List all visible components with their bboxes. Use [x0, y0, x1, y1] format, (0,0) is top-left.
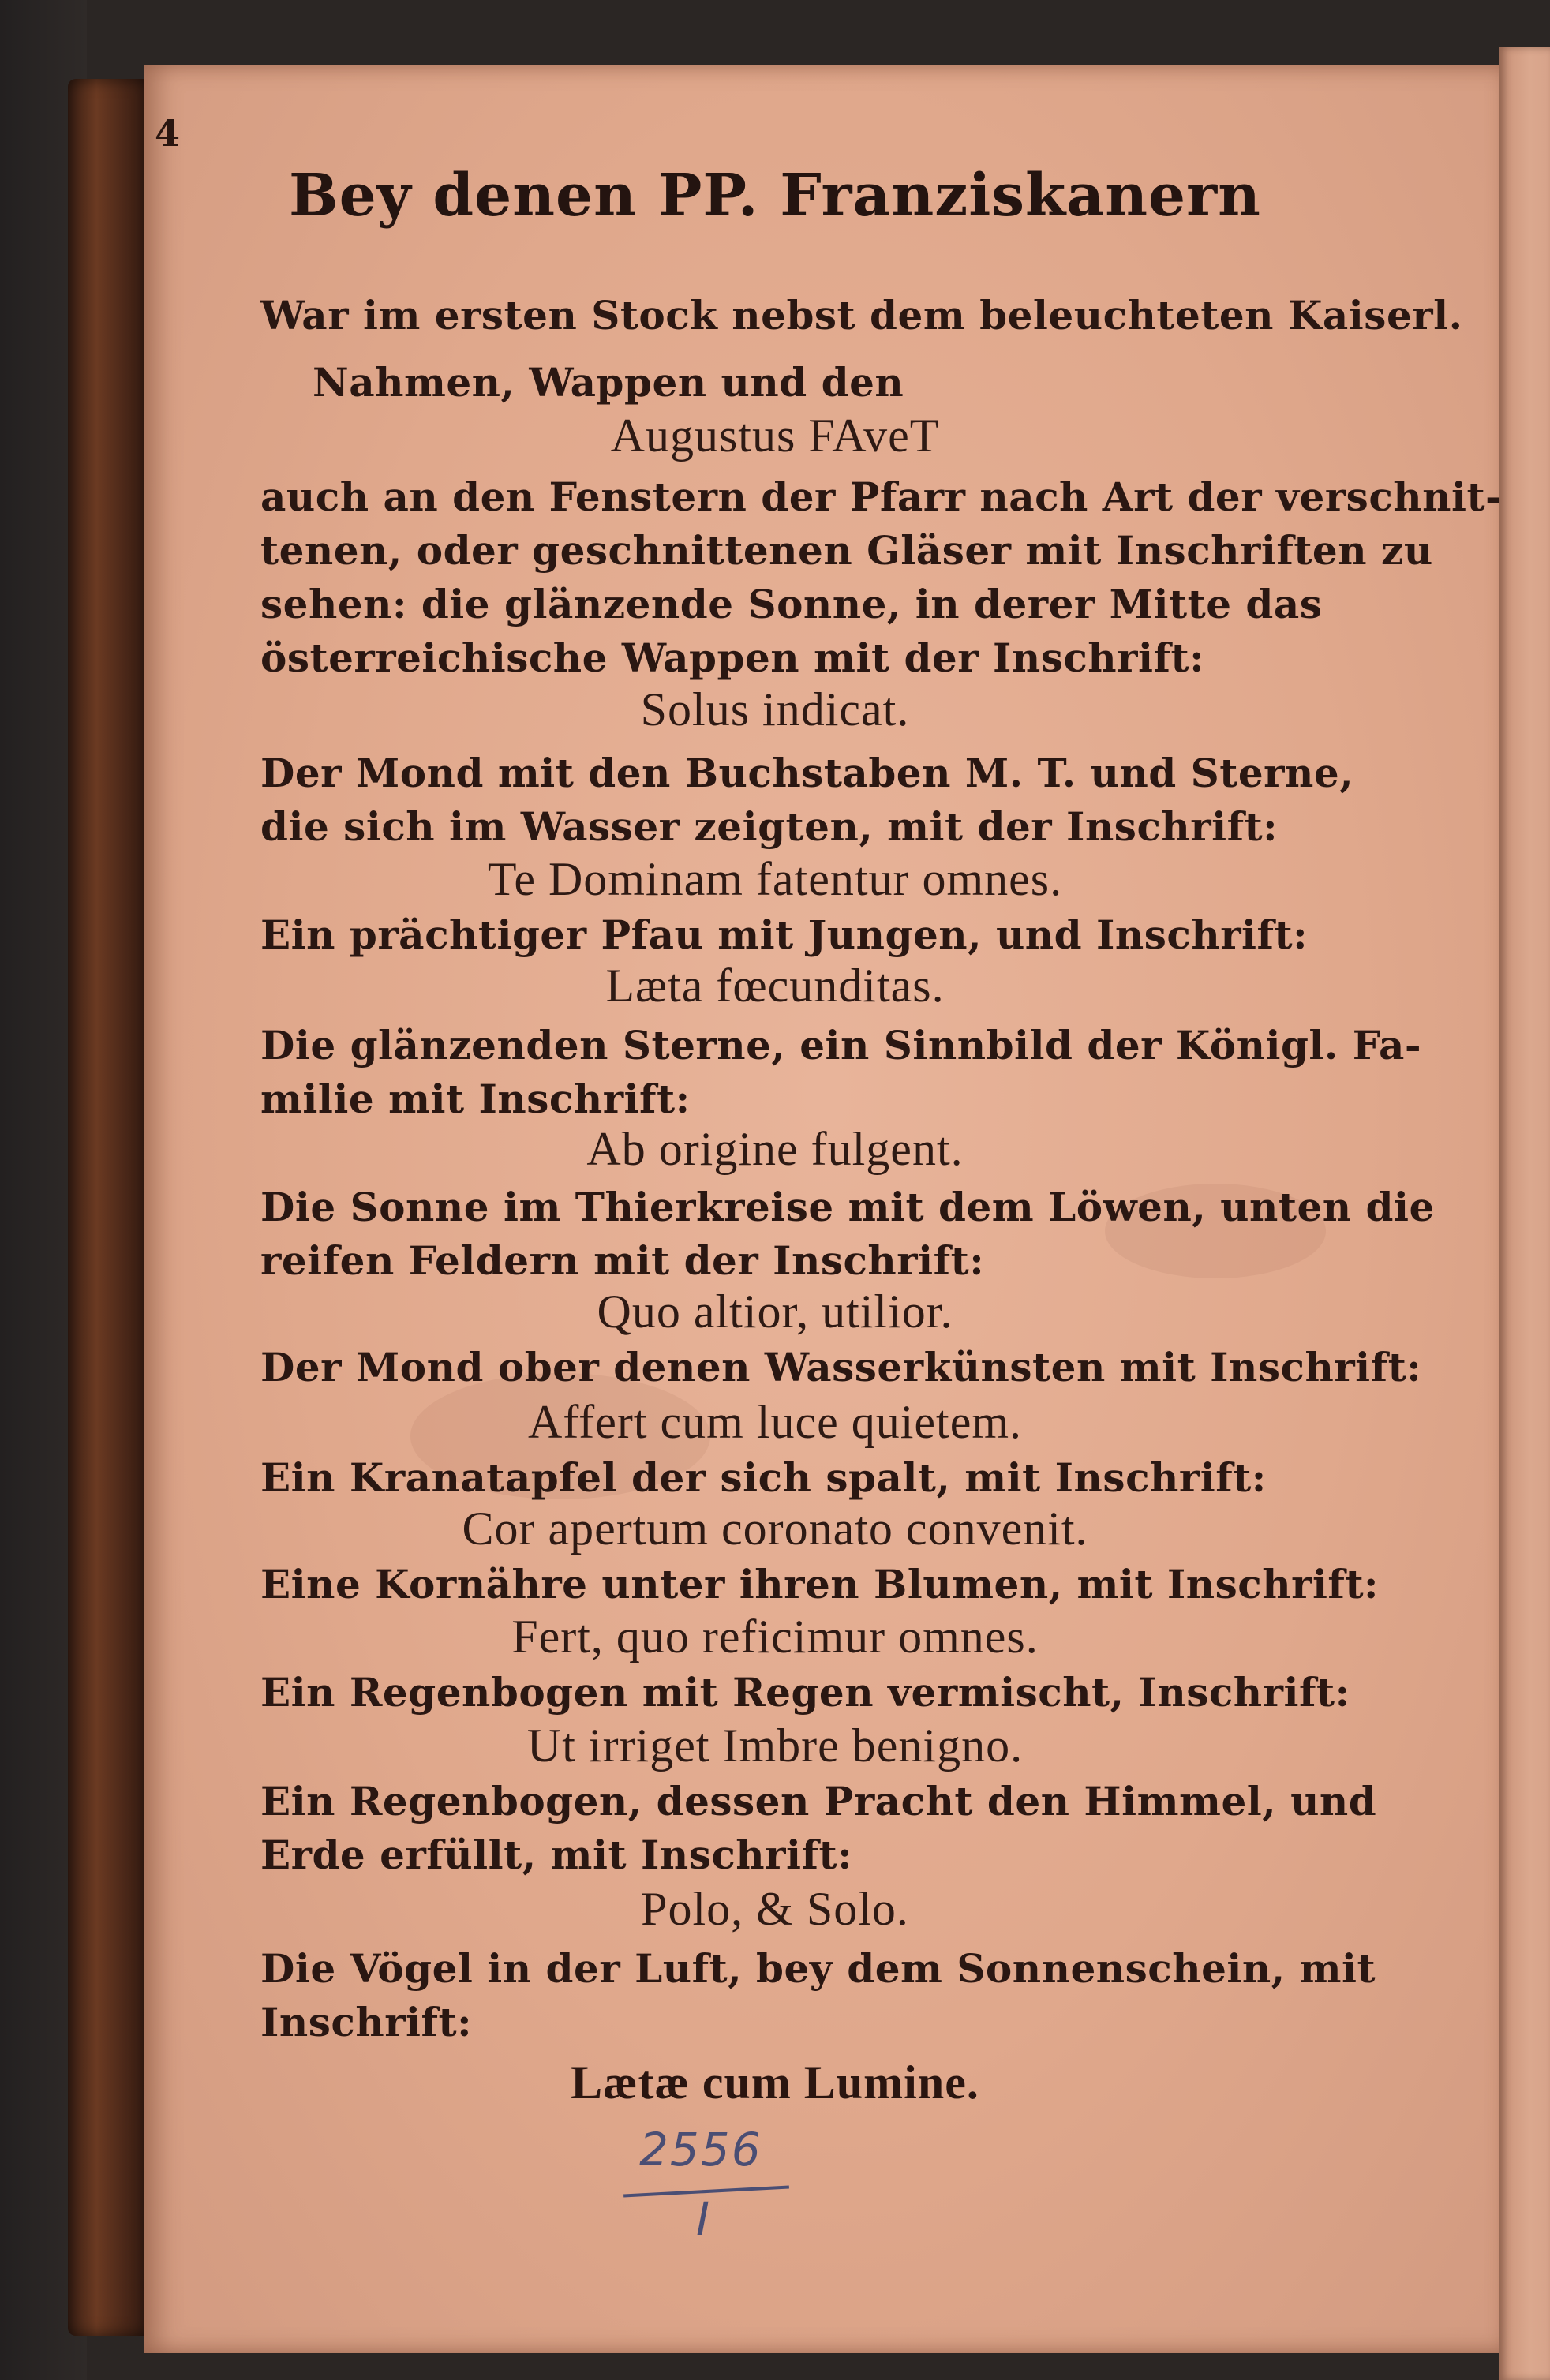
text-line: reifen Feldern mit der Inschrift:	[260, 1237, 985, 1284]
text-line: auch an den Fenstern der Pfarr nach Art der verschnit-	[260, 473, 1503, 520]
text-line: milie mit Inschrift:	[260, 1076, 691, 1122]
shelfmark-volume: I	[696, 2192, 710, 2246]
latin-inscription: Te Dominam fatentur omnes.	[487, 853, 1063, 905]
text-line: Ein Kranatapfel der sich spalt, mit Inschrift:	[260, 1454, 1267, 1501]
text-line: Inschrift:	[260, 1999, 473, 2045]
text-line: Der Mond ober denen Wasserkünsten mit Inschrift:	[260, 1344, 1422, 1390]
shelfmark-number: 2556	[639, 2123, 762, 2176]
latin-inscription: Solus indicat.	[640, 683, 910, 735]
text-line: Erde erfüllt, mit Inschrift:	[260, 1832, 853, 1878]
latin-inscription: Læta fœcunditas.	[605, 960, 945, 1012]
latin-inscription: Fert, quo reficimur omnes.	[511, 1611, 1039, 1663]
text-line: Die Sonne im Thierkreise mit dem Löwen, unten die	[260, 1184, 1435, 1230]
text-line: die sich im Wasser zeigten, mit der Inschrift:	[260, 803, 1279, 850]
latin-inscription: Lætæ cum Lumine.	[571, 2056, 979, 2109]
page-number: 4	[155, 112, 181, 155]
facing-page-edge	[1499, 47, 1550, 2380]
latin-inscription: Quo altior, utilior.	[597, 1285, 953, 1338]
text-line: Ein prächtiger Pfau mit Jungen, und Inschrift:	[260, 911, 1309, 958]
text-line: Nahmen, Wappen und den	[313, 359, 904, 406]
text-line: Ein Regenbogen, dessen Pracht den Himmel, und	[260, 1778, 1377, 1824]
text-line: Eine Kornähre unter ihren Blumen, mit Inschrift:	[260, 1561, 1379, 1607]
text-line	[260, 292, 1463, 339]
latin-inscription: Ab origine fulgent.	[586, 1123, 964, 1175]
text-line: sehen: die glänzende Sonne, in derer Mitte das	[260, 581, 1323, 627]
text-line: Die glänzenden Sterne, ein Sinnbild der Königl. Fa-	[260, 1022, 1422, 1068]
text-line: österreichische Wappen mit der Inschrift:	[260, 634, 1205, 681]
text-line: Die Vögel in der Luft, bey dem Sonnenschein, mit	[260, 1945, 1376, 1992]
latin-inscription: Cor apertum coronato convenit.	[462, 1502, 1088, 1555]
text-line: Der Mond mit den Buchstaben M. T. und Sterne,	[260, 750, 1354, 796]
text-segment: War im ersten Stock nebst dem beleuchteten Kaiserl.	[260, 292, 1463, 339]
latin-inscription: Polo, & Solo.	[641, 1883, 909, 1935]
latin-inscription: Augustus FAveT	[610, 410, 940, 462]
page-heading: Bey denen PP. Franziskanern	[289, 162, 1261, 230]
text-line: tenen, oder geschnittenen Gläser mit Inschriften zu	[260, 527, 1433, 574]
latin-inscription: Affert cum luce quietem.	[528, 1396, 1022, 1448]
handwritten-shelfmark	[623, 2123, 813, 2246]
text-line: Ein Regenbogen mit Regen vermischt, Inschrift:	[260, 1669, 1350, 1716]
latin-inscription: Ut irriget Imbre benigno.	[526, 1720, 1024, 1772]
